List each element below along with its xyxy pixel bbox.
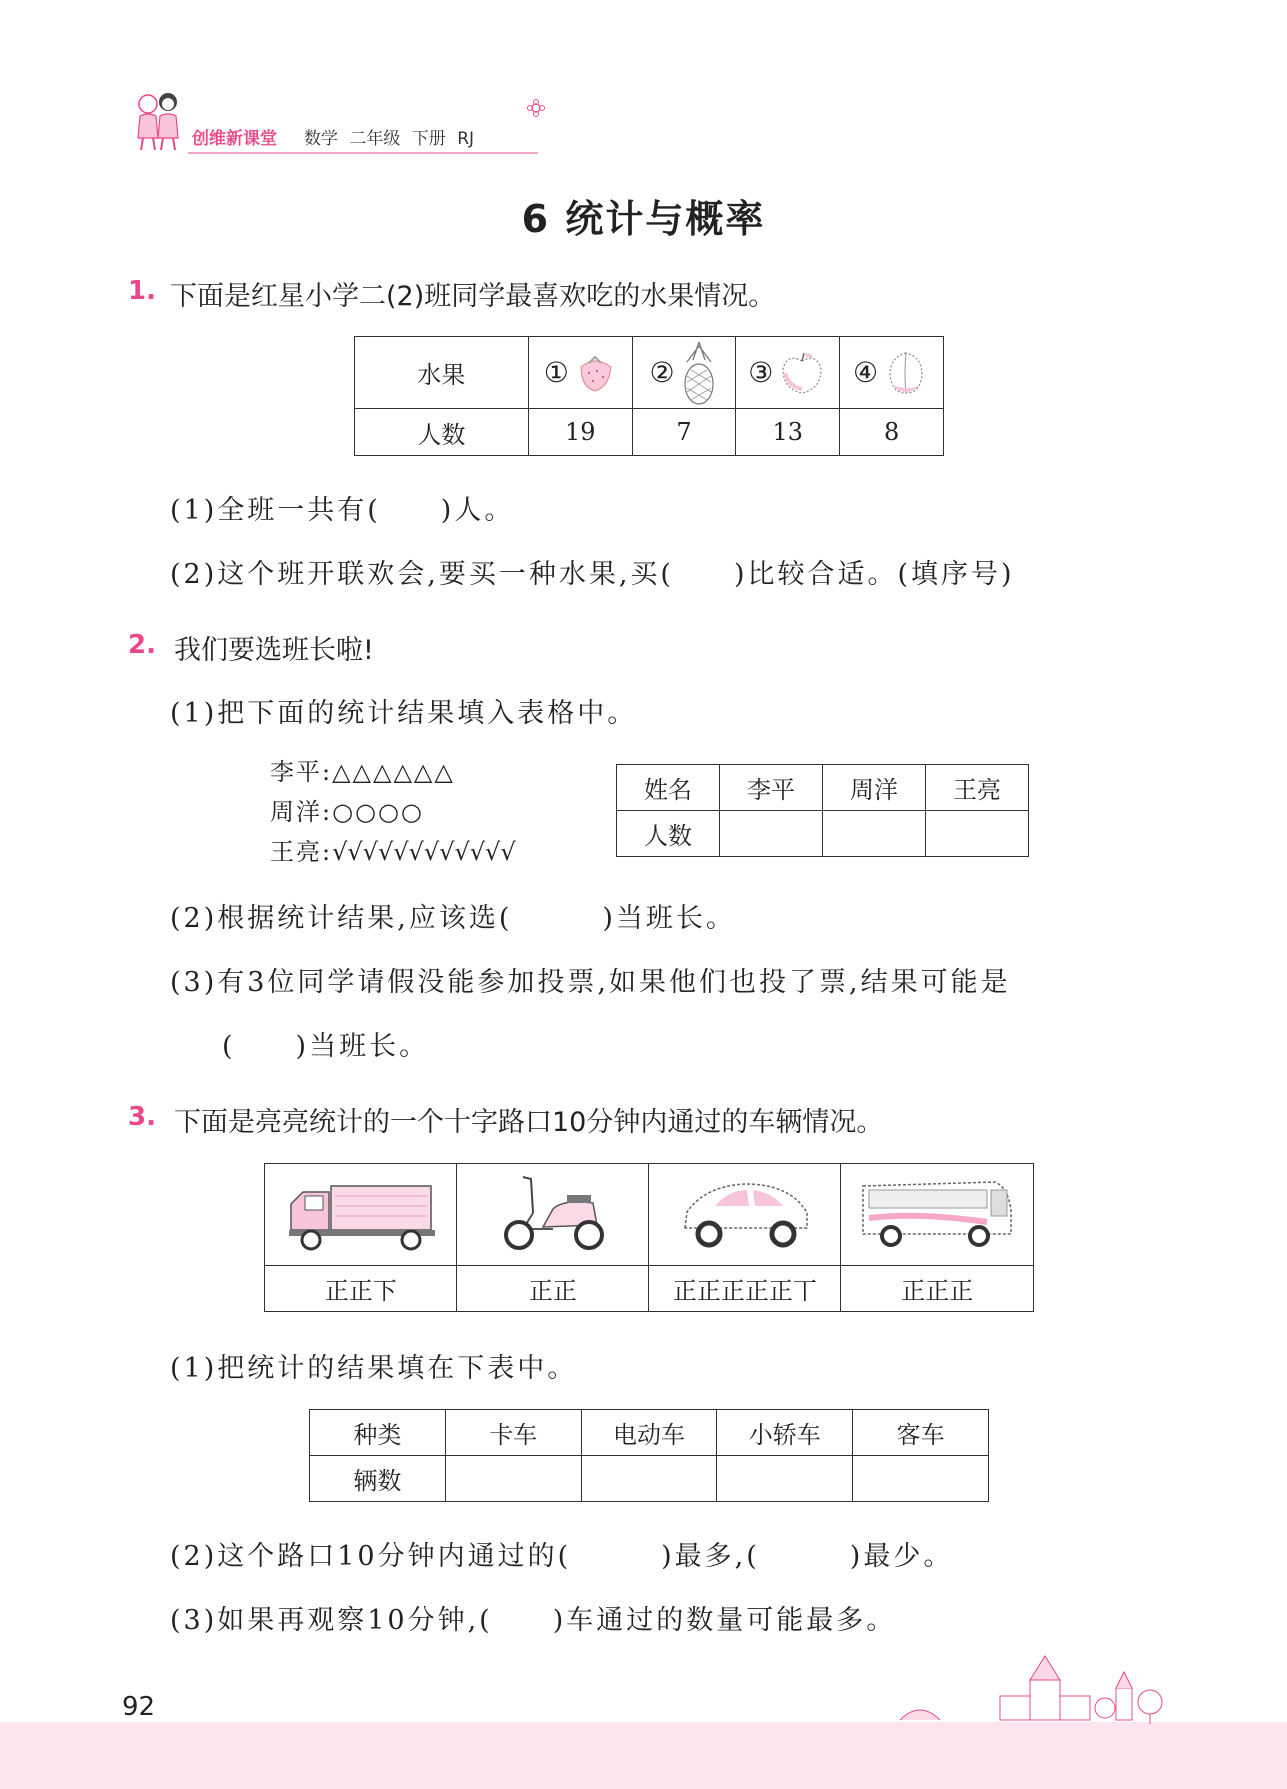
fruit-cell bbox=[736, 337, 840, 409]
answer-cell[interactable] bbox=[823, 811, 926, 857]
vote-table bbox=[616, 764, 1029, 857]
vehicle-image-cell bbox=[841, 1164, 1034, 1266]
table-header-cell: 姓名 bbox=[617, 765, 720, 811]
scooter-icon bbox=[493, 1169, 613, 1255]
question-number: 1. bbox=[128, 276, 156, 306]
tally-cell: 正正正正正丅 bbox=[649, 1266, 841, 1312]
answer-cell[interactable] bbox=[445, 1456, 581, 1502]
table-header-cell: 卡车 bbox=[445, 1410, 581, 1456]
answer-cell[interactable] bbox=[717, 1456, 853, 1502]
tally-marks: ○○○○ bbox=[332, 798, 424, 826]
vehicle-count-table bbox=[309, 1409, 989, 1502]
tally-row bbox=[270, 792, 516, 832]
tally-marks: △△△△△△ bbox=[332, 758, 455, 786]
count-cell: 13 bbox=[736, 409, 840, 456]
answer-cell[interactable] bbox=[581, 1456, 717, 1502]
table-header-cell: 辆数 bbox=[310, 1456, 446, 1502]
sub-question-3-2: (2)这个路口10分钟内通过的( )最多,( )最少。 bbox=[170, 1541, 954, 1572]
table-header-cell: 王亮 bbox=[926, 765, 1029, 811]
castle-decoration-icon bbox=[880, 1650, 1180, 1730]
vehicle-table bbox=[264, 1163, 1034, 1312]
sub-question-3-3: (3)如果再观察10分钟,( )车通过的数量可能最多。 bbox=[170, 1605, 897, 1636]
table-header-cell: 人数 bbox=[617, 811, 720, 857]
page-header bbox=[128, 88, 648, 158]
pineapple-icon bbox=[679, 340, 719, 406]
book-info: 数学 二年级 下册 RJ bbox=[304, 129, 475, 149]
answer-cell[interactable] bbox=[926, 811, 1029, 857]
question-number: 2. bbox=[128, 630, 156, 660]
tally-cell: 正正 bbox=[457, 1266, 649, 1312]
candidate-name: 李平: bbox=[270, 758, 333, 786]
kids-logo-icon bbox=[128, 88, 188, 152]
candidate-name: 周洋: bbox=[270, 798, 333, 826]
fruit-number: ② bbox=[649, 356, 675, 389]
question-number: 3. bbox=[128, 1102, 156, 1132]
chapter-title: 6 统计与概率 bbox=[521, 197, 766, 241]
sub-question-3-1: (1)把统计的结果填在下表中。 bbox=[170, 1353, 578, 1384]
sub-question-2-3: (3)有3位同学请假没能参加投票,如果他们也投了票,结果可能是 bbox=[170, 967, 1011, 998]
tally-row bbox=[270, 832, 516, 872]
answer-cell[interactable] bbox=[853, 1456, 989, 1502]
sub-question-2-2: (2)根据统计结果,应该选( )当班长。 bbox=[170, 903, 736, 934]
car-icon bbox=[675, 1172, 815, 1252]
vehicle-image-cell bbox=[649, 1164, 841, 1266]
fruit-number: ④ bbox=[853, 356, 879, 389]
question-text: 我们要选班长啦! bbox=[174, 635, 374, 666]
sub-question-1-2: (2)这个班开联欢会,要买一种水果,买( )比较合适。(填序号) bbox=[170, 559, 1015, 590]
question-text: 下面是红星小学二(2)班同学最喜欢吃的水果情况。 bbox=[170, 281, 776, 312]
count-cell: 7 bbox=[632, 409, 736, 456]
flower-decoration-icon bbox=[526, 98, 546, 118]
table-header-cell: 人数 bbox=[355, 409, 529, 456]
table-header-cell: 客车 bbox=[853, 1410, 989, 1456]
bus-icon bbox=[857, 1172, 1017, 1252]
sub-question-1-1: (1)全班一共有( )人。 bbox=[170, 495, 515, 526]
table-header-cell: 周洋 bbox=[823, 765, 926, 811]
footer-band bbox=[0, 1722, 1287, 1789]
candidate-name: 王亮: bbox=[270, 838, 333, 866]
table-header-cell: 种类 bbox=[310, 1410, 446, 1456]
fruit-number: ① bbox=[543, 356, 569, 389]
brand-name: 创维新课堂 bbox=[192, 129, 277, 149]
table-header-cell: 水果 bbox=[355, 337, 529, 409]
table-header-cell: 小轿车 bbox=[717, 1410, 853, 1456]
fruit-cell bbox=[528, 337, 632, 409]
vehicle-image-cell bbox=[265, 1164, 457, 1266]
truck-icon bbox=[281, 1172, 441, 1252]
fruit-number: ③ bbox=[748, 356, 774, 389]
fruit-table bbox=[354, 336, 944, 456]
vote-tally-list bbox=[270, 752, 516, 872]
table-header-cell: 李平 bbox=[720, 765, 823, 811]
tally-cell: 正正正 bbox=[841, 1266, 1034, 1312]
apple-icon bbox=[777, 349, 827, 397]
page-number: 92 bbox=[122, 1692, 156, 1722]
tally-row bbox=[270, 752, 516, 792]
peach-icon bbox=[882, 347, 930, 399]
fruit-cell bbox=[632, 337, 736, 409]
answer-cell[interactable] bbox=[720, 811, 823, 857]
strawberry-icon bbox=[573, 351, 617, 395]
count-cell: 19 bbox=[528, 409, 632, 456]
count-cell: 8 bbox=[840, 409, 944, 456]
question-text: 下面是亮亮统计的一个十字路口10分钟内通过的车辆情况。 bbox=[174, 1107, 884, 1138]
vehicle-image-cell bbox=[457, 1164, 649, 1266]
table-header-cell: 电动车 bbox=[581, 1410, 717, 1456]
header-underline bbox=[188, 152, 538, 154]
tally-marks: √√√√√√√√√√√√ bbox=[332, 838, 516, 866]
fruit-cell bbox=[840, 337, 944, 409]
tally-cell: 正正下 bbox=[265, 1266, 457, 1312]
sub-question-2-3-continued: ( )当班长。 bbox=[222, 1031, 430, 1062]
sub-question-2-1: (1)把下面的统计结果填入表格中。 bbox=[170, 698, 638, 729]
